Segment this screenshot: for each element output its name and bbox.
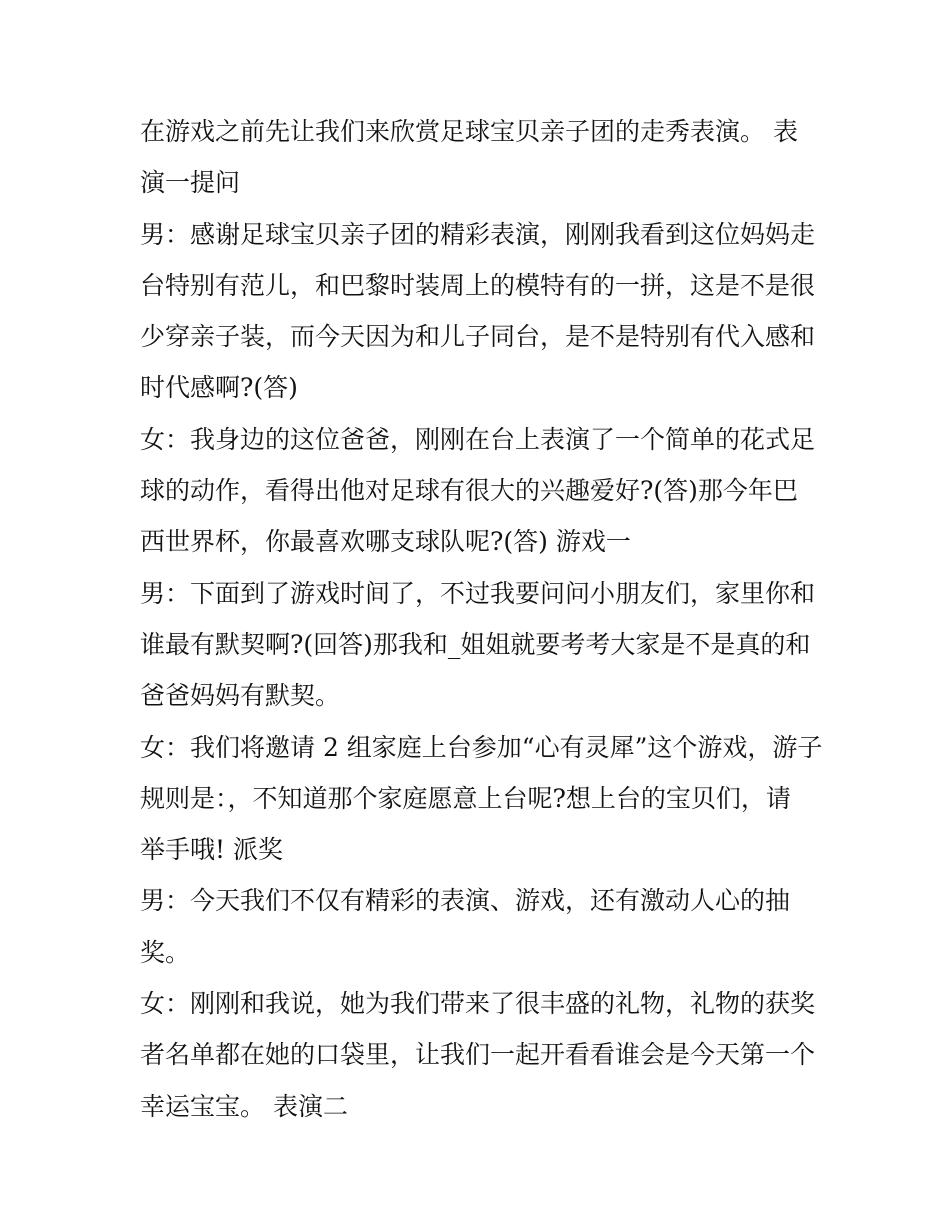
text-line: 台特别有范儿，和巴黎时装周上的模特有的一拼，这是不是很 xyxy=(140,270,816,300)
text-line: 男：下面到了游戏时间了，不过我要问问小朋友们，家里你和 xyxy=(140,578,816,608)
text-line: 女：我身边的这位爸爸，刚刚在台上表演了一个简单的花式足 xyxy=(140,424,816,454)
text-line: 在游戏之前先让我们来欣赏足球宝贝亲子团的走秀表演。 表 xyxy=(140,117,798,146)
document-body xyxy=(140,106,823,1132)
text-line: 者名单都在她的口袋里，让我们一起开看看谁会是今天第一个 xyxy=(140,1040,816,1070)
text-line: 幸运宝宝。 表演二 xyxy=(140,1091,348,1121)
text-line: 举手哦! 派奖 xyxy=(140,835,283,865)
text-line: 男：今天我们不仅有精彩的表演、游戏，还有激动人心的抽 xyxy=(140,886,791,916)
text-line: 规则是：，不知道那个家庭愿意上台呢?想上台的宝贝们，请 xyxy=(140,783,791,813)
text-line: 球的动作，看得出他对足球有很大的兴趣爱好?(答)那今年巴 xyxy=(140,476,798,506)
text-line: 女：我们将邀请 2 组家庭上台参加“心有灵犀”这个游戏，游子 xyxy=(140,732,823,762)
text-line: 西世界杯，你最喜欢哪支球队呢?(答) 游戏一 xyxy=(140,527,631,557)
text-line: 男：感谢足球宝贝亲子团的精彩表演，刚刚我看到这位妈妈走 xyxy=(140,219,816,249)
text-line: 奖。 xyxy=(140,937,191,967)
text-line: 时代感啊?(答) xyxy=(140,373,298,403)
text-line: 女：刚刚和我说，她为我们带来了很丰盛的礼物，礼物的获奖 xyxy=(140,989,816,1019)
text-line: 爸爸妈妈有默契。 xyxy=(140,681,341,711)
text-line: 谁最有默契啊?(回答)那我和_姐姐就要考考大家是不是真的和 xyxy=(140,629,811,659)
text-line: 少穿亲子装，而今天因为和儿子同台，是不是特别有代入感和 xyxy=(140,322,816,352)
text-line: 演一提问 xyxy=(140,168,241,198)
